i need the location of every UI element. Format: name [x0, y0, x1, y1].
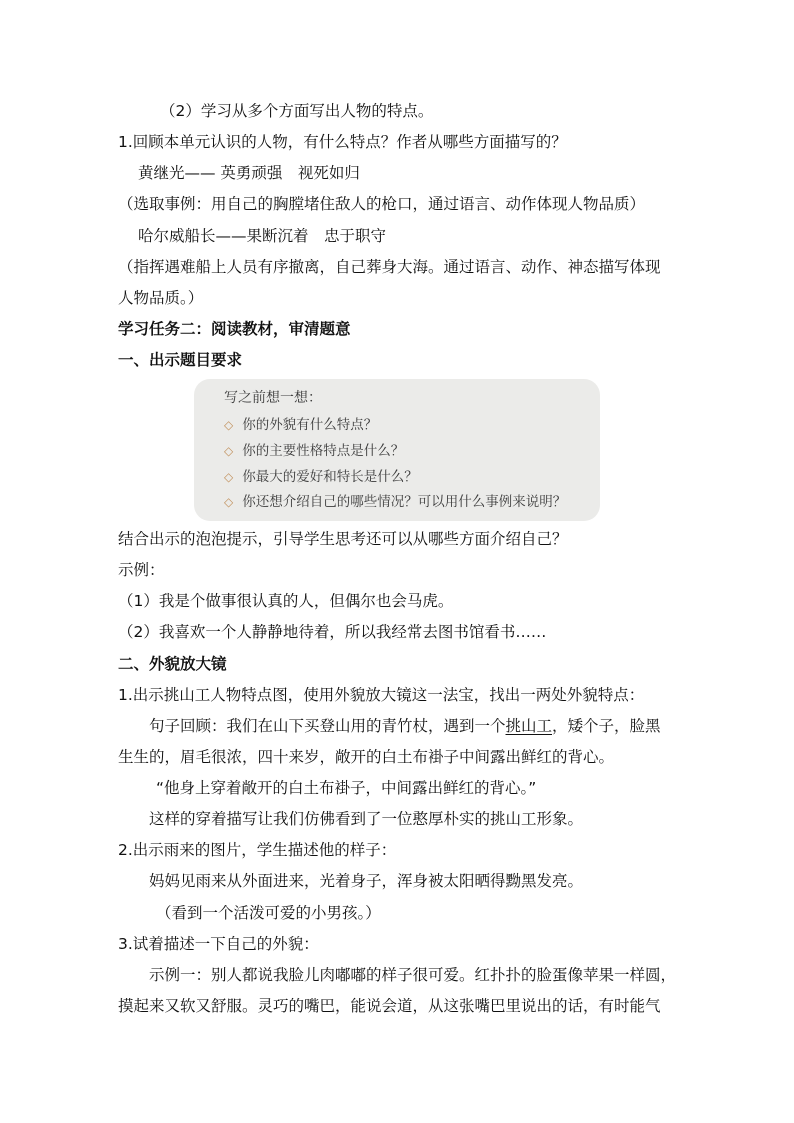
guide-text: 结合出示的泡泡提示，引导学生思考还可以从哪些方面介绍自己？: [118, 530, 568, 548]
analysis-text: 这样的穿着描写让我们仿佛看到了一位憨厚朴实的挑山工形象。: [149, 810, 584, 828]
note-captain: （指挥遇难船上人员有序撤离，自己葬身大海。通过语言、动作、神态描写体现: [118, 258, 661, 276]
diamond-bullet-icon: ◇: [224, 470, 234, 484]
example-1: （1）我是个做事很认真的人，但偶尔也会马虎。: [118, 592, 454, 610]
question-1: 1.回顾本单元认识的人物，有什么特点？作者从哪些方面描写的？: [118, 133, 567, 151]
sample-1: 示例一：别人都说我脸儿肉嘟嘟的样子很可爱。红扑扑的脸蛋像苹果一样圆，: [149, 966, 677, 984]
example-label: 示例：: [118, 561, 165, 579]
underlined-term: 挑山工: [505, 717, 553, 735]
note-captain-cont: 人物品质。）: [118, 289, 204, 307]
step-1: 1.出示挑山工人物特点图，使用外貌放大镜这一法宝，找出一两处外貌特点：: [118, 686, 645, 704]
diamond-bullet-icon: ◇: [224, 418, 234, 432]
diamond-bullet-icon: ◇: [224, 495, 234, 509]
yulai-description: 妈妈见雨来从外面进来，光着身子，浑身被太阳晒得黝黑发亮。: [149, 872, 584, 890]
character-captain: 哈尔威船长——果断沉着 忠于职守: [138, 227, 387, 245]
example-2: （2）我喜欢一个人静静地待着，所以我经常去图书馆看书……: [118, 623, 547, 641]
sample-1-cont: 摸起来又软又舒服。灵巧的嘴巴，能说会道，从这张嘴巴里说出的话，有时能气: [118, 997, 661, 1015]
prompt-item: ◇ 你的外貌有什么特点？: [224, 417, 378, 433]
step-3: 3.试着描述一下自己的外貌：: [118, 935, 319, 953]
task-2-heading: 学习任务二：阅读教材，审清题意: [118, 320, 351, 338]
sentence-review-cont: 生生的，眉毛很浓，四十来岁，敞开的白土布褂子中间露出鲜红的背心。: [118, 748, 615, 766]
note-huang-jiguang: （选取事例：用自己的胸膛堵住敌人的枪口，通过语言、动作体现人物品质）: [118, 195, 646, 213]
section-2-heading: 二、外貌放大镜: [118, 655, 227, 673]
character-huang-jiguang: 黄继光—— 英勇顽强 视死如归: [138, 164, 360, 182]
yulai-note: （看到一个活泼可爱的小男孩。）: [156, 904, 381, 922]
quoted-sentence: “他身上穿着敞开的白土布褂子，中间露出鲜红的背心。”: [156, 779, 537, 797]
prompt-item: ◇ 你最大的爱好和特长是什么？: [224, 469, 418, 485]
sentence-review: 句子回顾：我们在山下买登山用的青竹杖，遇到一个挑山工，矮个子，脸黑: [149, 717, 661, 735]
prompt-item: ◇ 你的主要性格特点是什么？: [224, 443, 405, 459]
prompt-title: 写之前想一想：: [224, 390, 322, 406]
prompt-item: ◇ 你还想介绍自己的哪些情况？可以用什么事例来说明？: [224, 494, 567, 510]
prompt-bubble-image: [194, 379, 600, 521]
diamond-bullet-icon: ◇: [224, 444, 234, 458]
objective-2: （2）学习从多个方面写出人物的特点。: [160, 102, 434, 120]
section-1-heading: 一、出示题目要求: [118, 351, 243, 369]
step-2: 2.出示雨来的图片，学生描述他的样子：: [118, 841, 397, 859]
